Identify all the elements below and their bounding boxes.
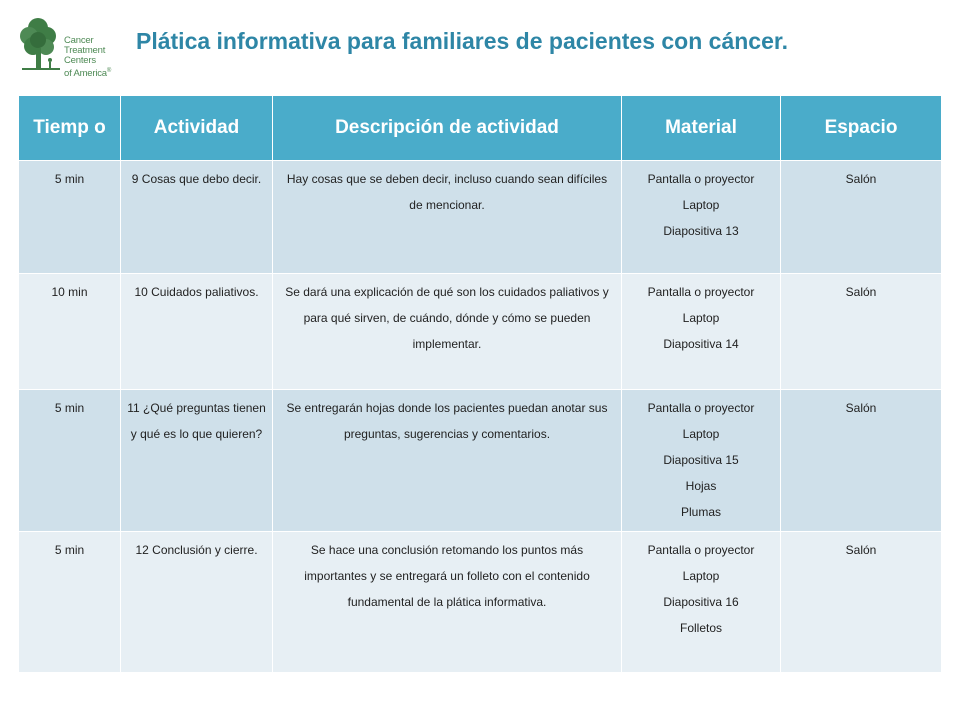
table-row <box>19 274 942 390</box>
header-actividad: Actividad <box>121 96 273 161</box>
cell-descripcion: Se entregarán hojas donde los pacientes puedan anotar sus preguntas, sugerencias y comentarios. <box>273 390 622 532</box>
material-item: Pantalla o proyector <box>647 543 755 557</box>
material-item: Diapositiva 13 <box>663 224 739 238</box>
material-item: Laptop <box>682 311 720 325</box>
logo-line-4: of America <box>64 68 107 80</box>
cell-material <box>622 274 781 390</box>
header-descripcion: Descripción de actividad <box>273 96 622 161</box>
logo-line-2: Treatment <box>64 45 106 56</box>
cell-descripcion: Se dará una explicación de qué son los cuidados paliativos y para qué sirven, de cuándo, dónde y cómo se pueden implementar. <box>273 274 622 390</box>
cell-tiempo: 10 min <box>19 274 121 390</box>
material-item: Pantalla o proyector <box>647 285 755 299</box>
header-material: Material <box>622 96 781 161</box>
page-title: Plática informativa para familiares de pacientes con cáncer. <box>136 28 788 54</box>
cell-actividad: 10 Cuidados paliativos. <box>121 274 273 390</box>
cell-material <box>622 532 781 673</box>
logo <box>18 14 128 84</box>
material-item: Diapositiva 14 <box>663 337 739 351</box>
cell-descripcion: Hay cosas que se deben decir, incluso cuando sean difíciles de mencionar. <box>273 161 622 274</box>
cell-actividad: 12 Conclusión y cierre. <box>121 532 273 673</box>
cell-espacio: Salón <box>781 532 942 673</box>
header-tiempo: Tiemp o <box>19 96 121 161</box>
material-item: Plumas <box>680 505 721 519</box>
cell-actividad: 9 Cosas que debo decir. <box>121 161 273 274</box>
material-item: Pantalla o proyector <box>647 401 755 415</box>
material-item: Diapositiva 16 <box>663 595 739 609</box>
material-item: Laptop <box>682 569 720 583</box>
cell-espacio: Salón <box>781 274 942 390</box>
logo-line-3: Centers <box>64 55 96 66</box>
cell-descripcion: Se hace una conclusión retomando los puntos más importantes y se entregará un folleto con el contenido fundamental de la plática informativa. <box>273 532 622 673</box>
material-item: Laptop <box>682 198 720 212</box>
cell-actividad: 11 ¿Qué preguntas tienen y qué es lo que quieren? <box>121 390 273 532</box>
cell-tiempo: 5 min <box>19 161 121 274</box>
material-item: Pantalla o proyector <box>647 172 755 186</box>
material-item: Folletos <box>679 621 723 635</box>
cell-tiempo: 5 min <box>19 532 121 673</box>
cell-espacio: Salón <box>781 390 942 532</box>
tree-icon <box>18 14 64 76</box>
material-item: Diapositiva 15 <box>663 453 739 467</box>
material-item: Hojas <box>685 479 717 493</box>
activity-table <box>18 95 942 673</box>
table-row <box>19 532 942 673</box>
cell-espacio: Salón <box>781 161 942 274</box>
logo-text <box>64 36 111 79</box>
header-espacio: Espacio <box>781 96 942 161</box>
cell-material <box>622 161 781 274</box>
material-item: Laptop <box>682 427 720 441</box>
cell-tiempo: 5 min <box>19 390 121 532</box>
logo-reg-mark: ® <box>106 68 112 74</box>
table-row <box>19 390 942 532</box>
table-row <box>19 161 942 274</box>
table-header-row <box>19 96 942 161</box>
logo-line-1: Cancer <box>64 35 94 46</box>
cell-material <box>622 390 781 532</box>
